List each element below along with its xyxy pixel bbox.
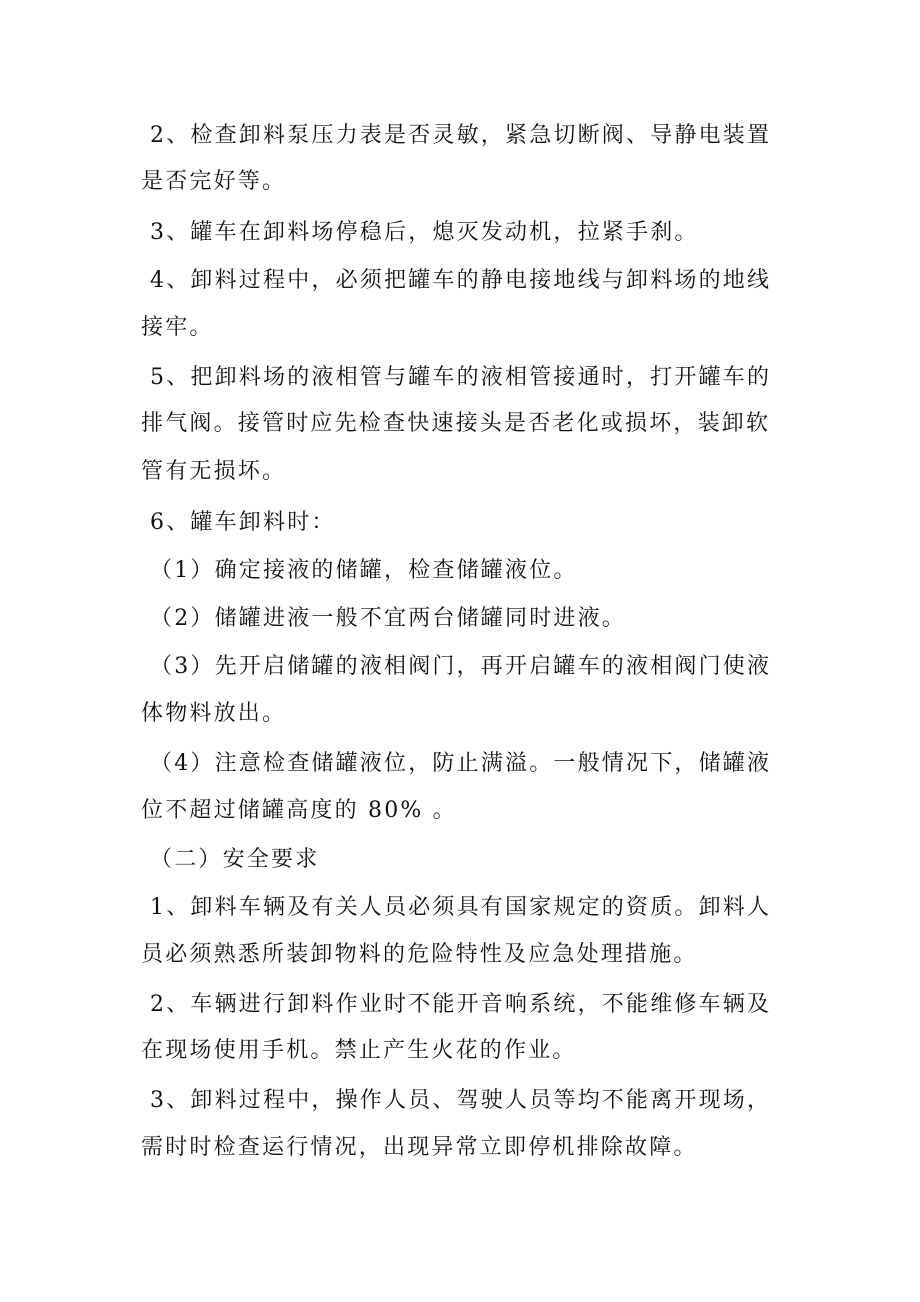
paragraph-line: 2、车辆进行卸料作业时不能开音响系统，不能维修车辆及 <box>150 992 772 1017</box>
paragraph-line: （3）先开启储罐的液相阀门，再开启罐车的液相阀门使液 <box>150 654 772 679</box>
paragraph-line: 接牢。 <box>141 315 214 340</box>
paragraph-line: 3、卸料过程中，操作人员、驾驶人员等均不能离开现场， <box>150 1088 772 1113</box>
paragraph-line: 需时时检查运行情况，出现异常立即停机排除故障。 <box>141 1135 698 1160</box>
paragraph-line: 2、检查卸料泵压力表是否灵敏，紧急切断阀、导静电装置 <box>150 123 772 148</box>
paragraph-line: （2）储罐进液一般不宜两台储罐同时进液。 <box>150 606 626 631</box>
paragraph-line: 4、卸料过程中，必须把罐车的静电接地线与卸料场的地线 <box>150 268 772 293</box>
paragraph-line: 3、罐车在卸料场停稳后，熄灭发动机，拉紧手刹。 <box>150 220 699 245</box>
paragraph-line: 员必须熟悉所装卸物料的危险特性及应急处理措施。 <box>141 942 698 967</box>
paragraph-line: 1、卸料车辆及有关人员必须具有国家规定的资质。卸料人 <box>150 895 772 920</box>
paragraph-line: 排气阀。接管时应先检查快速接头是否老化或损坏，装卸软 <box>141 411 771 436</box>
paragraph-line: 5、把卸料场的液相管与罐车的液相管接通时，打开罐车的 <box>150 365 772 390</box>
paragraph-line: 是否完好等。 <box>141 169 287 194</box>
section-heading: （二）安全要求 <box>150 847 320 872</box>
paragraph-line: （4）注意检查储罐液位，防止满溢。一般情况下，储罐液 <box>150 751 772 776</box>
paragraph-line: 体物料放出。 <box>141 701 287 726</box>
paragraph-line: 管有无损坏。 <box>141 459 287 484</box>
paragraph-line: 位不超过储罐高度的 80% 。 <box>141 798 457 823</box>
paragraph-line: （1）确定接液的储罐，检查储罐液位。 <box>150 558 578 583</box>
paragraph-line: 在现场使用手机。禁止产生火花的作业。 <box>141 1038 577 1063</box>
paragraph-line: 6、罐车卸料时： <box>150 510 336 535</box>
